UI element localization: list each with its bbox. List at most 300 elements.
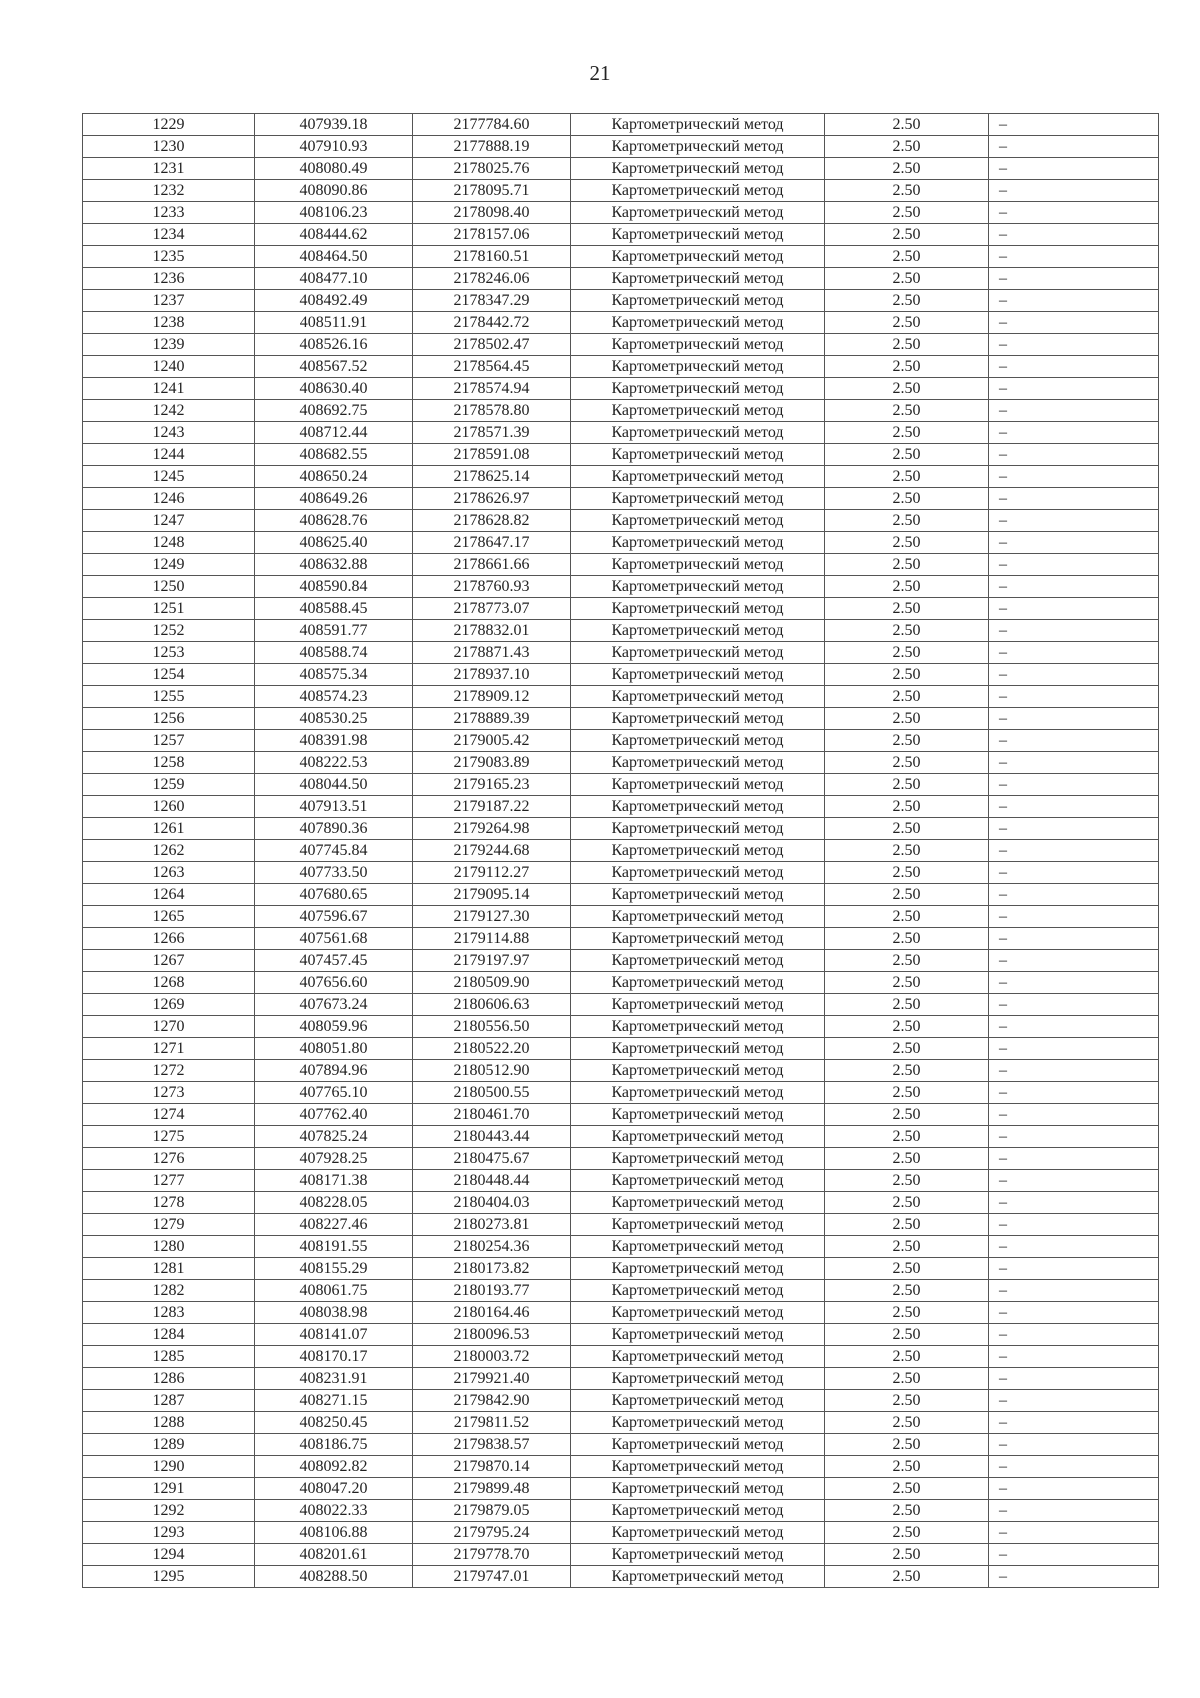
method-cell: Картометрический метод	[571, 1566, 825, 1588]
accuracy-cell: 2.50	[825, 1390, 989, 1412]
method-cell: Картометрический метод	[571, 1016, 825, 1038]
y-coordinate-cell: 2179747.01	[413, 1566, 571, 1588]
table-row	[83, 1302, 1159, 1324]
table-row	[83, 422, 1159, 444]
note-cell: –	[989, 840, 1159, 862]
x-coordinate-cell: 408271.15	[255, 1390, 413, 1412]
x-coordinate-cell: 408530.25	[255, 708, 413, 730]
point-number-cell: 1238	[83, 312, 255, 334]
note-cell: –	[989, 1500, 1159, 1522]
x-coordinate-cell: 408464.50	[255, 246, 413, 268]
method-cell: Картометрический метод	[571, 1456, 825, 1478]
x-coordinate-cell: 408649.26	[255, 488, 413, 510]
y-coordinate-cell: 2179095.14	[413, 884, 571, 906]
y-coordinate-cell: 2179112.27	[413, 862, 571, 884]
table-row	[83, 620, 1159, 642]
method-cell: Картометрический метод	[571, 1544, 825, 1566]
note-cell: –	[989, 532, 1159, 554]
table-row	[83, 598, 1159, 620]
table-row	[83, 708, 1159, 730]
table-row	[83, 1104, 1159, 1126]
y-coordinate-cell: 2179127.30	[413, 906, 571, 928]
table-row	[83, 466, 1159, 488]
method-cell: Картометрический метод	[571, 1126, 825, 1148]
method-cell: Картометрический метод	[571, 620, 825, 642]
x-coordinate-cell: 407673.24	[255, 994, 413, 1016]
y-coordinate-cell: 2179778.70	[413, 1544, 571, 1566]
accuracy-cell: 2.50	[825, 334, 989, 356]
note-cell: –	[989, 1478, 1159, 1500]
note-cell: –	[989, 180, 1159, 202]
table-row	[83, 906, 1159, 928]
y-coordinate-cell: 2178628.82	[413, 510, 571, 532]
point-number-cell: 1232	[83, 180, 255, 202]
note-cell: –	[989, 818, 1159, 840]
accuracy-cell: 2.50	[825, 1016, 989, 1038]
x-coordinate-cell: 407596.67	[255, 906, 413, 928]
x-coordinate-cell: 408059.96	[255, 1016, 413, 1038]
y-coordinate-cell: 2178160.51	[413, 246, 571, 268]
note-cell: –	[989, 862, 1159, 884]
method-cell: Картометрический метод	[571, 686, 825, 708]
table-row	[83, 862, 1159, 884]
point-number-cell: 1247	[83, 510, 255, 532]
method-cell: Картометрический метод	[571, 114, 825, 136]
x-coordinate-cell: 408590.84	[255, 576, 413, 598]
accuracy-cell: 2.50	[825, 224, 989, 246]
y-coordinate-cell: 2178098.40	[413, 202, 571, 224]
method-cell: Картометрический метод	[571, 1346, 825, 1368]
point-number-cell: 1284	[83, 1324, 255, 1346]
point-number-cell: 1245	[83, 466, 255, 488]
table-row	[83, 1346, 1159, 1368]
method-cell: Картометрический метод	[571, 1214, 825, 1236]
accuracy-cell: 2.50	[825, 620, 989, 642]
point-number-cell: 1286	[83, 1368, 255, 1390]
accuracy-cell: 2.50	[825, 1500, 989, 1522]
note-cell: –	[989, 686, 1159, 708]
point-number-cell: 1239	[83, 334, 255, 356]
method-cell: Картометрический метод	[571, 752, 825, 774]
accuracy-cell: 2.50	[825, 1324, 989, 1346]
method-cell: Картометрический метод	[571, 1038, 825, 1060]
note-cell: –	[989, 664, 1159, 686]
y-coordinate-cell: 2180443.44	[413, 1126, 571, 1148]
y-coordinate-cell: 2180448.44	[413, 1170, 571, 1192]
y-coordinate-cell: 2180404.03	[413, 1192, 571, 1214]
note-cell: –	[989, 1170, 1159, 1192]
y-coordinate-cell: 2178564.45	[413, 356, 571, 378]
accuracy-cell: 2.50	[825, 356, 989, 378]
method-cell: Картометрический метод	[571, 180, 825, 202]
method-cell: Картометрический метод	[571, 268, 825, 290]
note-cell: –	[989, 1236, 1159, 1258]
accuracy-cell: 2.50	[825, 510, 989, 532]
accuracy-cell: 2.50	[825, 444, 989, 466]
x-coordinate-cell: 408567.52	[255, 356, 413, 378]
accuracy-cell: 2.50	[825, 928, 989, 950]
table-row	[83, 1566, 1159, 1588]
y-coordinate-cell: 2177888.19	[413, 136, 571, 158]
y-coordinate-cell: 2179114.88	[413, 928, 571, 950]
y-coordinate-cell: 2178760.93	[413, 576, 571, 598]
point-number-cell: 1292	[83, 1500, 255, 1522]
point-number-cell: 1263	[83, 862, 255, 884]
table-row	[83, 1434, 1159, 1456]
y-coordinate-cell: 2180512.90	[413, 1060, 571, 1082]
method-cell: Картометрический метод	[571, 928, 825, 950]
table-row	[83, 1082, 1159, 1104]
point-number-cell: 1261	[83, 818, 255, 840]
note-cell: –	[989, 1390, 1159, 1412]
accuracy-cell: 2.50	[825, 1126, 989, 1148]
note-cell: –	[989, 774, 1159, 796]
point-number-cell: 1254	[83, 664, 255, 686]
x-coordinate-cell: 408092.82	[255, 1456, 413, 1478]
method-cell: Картометрический метод	[571, 642, 825, 664]
y-coordinate-cell: 2180475.67	[413, 1148, 571, 1170]
point-number-cell: 1267	[83, 950, 255, 972]
table-row	[83, 818, 1159, 840]
accuracy-cell: 2.50	[825, 818, 989, 840]
point-number-cell: 1257	[83, 730, 255, 752]
y-coordinate-cell: 2178095.71	[413, 180, 571, 202]
note-cell: –	[989, 1126, 1159, 1148]
method-cell: Картометрический метод	[571, 994, 825, 1016]
accuracy-cell: 2.50	[825, 422, 989, 444]
method-cell: Картометрический метод	[571, 1082, 825, 1104]
y-coordinate-cell: 2179870.14	[413, 1456, 571, 1478]
accuracy-cell: 2.50	[825, 466, 989, 488]
y-coordinate-cell: 2180522.20	[413, 1038, 571, 1060]
method-cell: Картометрический метод	[571, 510, 825, 532]
x-coordinate-cell: 407762.40	[255, 1104, 413, 1126]
table-row	[83, 1368, 1159, 1390]
point-number-cell: 1273	[83, 1082, 255, 1104]
table-row	[83, 488, 1159, 510]
note-cell: –	[989, 1522, 1159, 1544]
method-cell: Картометрический метод	[571, 906, 825, 928]
note-cell: –	[989, 334, 1159, 356]
x-coordinate-cell: 408106.88	[255, 1522, 413, 1544]
x-coordinate-cell: 408222.53	[255, 752, 413, 774]
accuracy-cell: 2.50	[825, 576, 989, 598]
note-cell: –	[989, 1258, 1159, 1280]
y-coordinate-cell: 2178832.01	[413, 620, 571, 642]
accuracy-cell: 2.50	[825, 532, 989, 554]
x-coordinate-cell: 408141.07	[255, 1324, 413, 1346]
x-coordinate-cell: 407765.10	[255, 1082, 413, 1104]
note-cell: –	[989, 620, 1159, 642]
table-row	[83, 1390, 1159, 1412]
note-cell: –	[989, 1324, 1159, 1346]
table-row	[83, 576, 1159, 598]
table-row	[83, 752, 1159, 774]
method-cell: Картометрический метод	[571, 840, 825, 862]
method-cell: Картометрический метод	[571, 1060, 825, 1082]
y-coordinate-cell: 2178591.08	[413, 444, 571, 466]
x-coordinate-cell: 408625.40	[255, 532, 413, 554]
y-coordinate-cell: 2179005.42	[413, 730, 571, 752]
method-cell: Картометрический метод	[571, 884, 825, 906]
table-row	[83, 730, 1159, 752]
method-cell: Картометрический метод	[571, 1500, 825, 1522]
note-cell: –	[989, 1566, 1159, 1588]
table-row	[83, 686, 1159, 708]
x-coordinate-cell: 407733.50	[255, 862, 413, 884]
note-cell: –	[989, 1104, 1159, 1126]
method-cell: Картометрический метод	[571, 1170, 825, 1192]
method-cell: Картометрический метод	[571, 290, 825, 312]
note-cell: –	[989, 598, 1159, 620]
point-number-cell: 1293	[83, 1522, 255, 1544]
point-number-cell: 1236	[83, 268, 255, 290]
table-row	[83, 1214, 1159, 1236]
accuracy-cell: 2.50	[825, 1104, 989, 1126]
point-number-cell: 1272	[83, 1060, 255, 1082]
table-row	[83, 1456, 1159, 1478]
x-coordinate-cell: 408650.24	[255, 466, 413, 488]
point-number-cell: 1248	[83, 532, 255, 554]
point-number-cell: 1269	[83, 994, 255, 1016]
y-coordinate-cell: 2180003.72	[413, 1346, 571, 1368]
y-coordinate-cell: 2180606.63	[413, 994, 571, 1016]
accuracy-cell: 2.50	[825, 906, 989, 928]
table-row	[83, 444, 1159, 466]
method-cell: Картометрический метод	[571, 1434, 825, 1456]
method-cell: Картометрический метод	[571, 466, 825, 488]
table-row	[83, 1060, 1159, 1082]
note-cell: –	[989, 1368, 1159, 1390]
method-cell: Картометрический метод	[571, 400, 825, 422]
method-cell: Картометрический метод	[571, 972, 825, 994]
table-row	[83, 1038, 1159, 1060]
method-cell: Картометрический метод	[571, 246, 825, 268]
table-row	[83, 246, 1159, 268]
table-row	[83, 114, 1159, 136]
point-number-cell: 1246	[83, 488, 255, 510]
point-number-cell: 1294	[83, 1544, 255, 1566]
x-coordinate-cell: 408630.40	[255, 378, 413, 400]
x-coordinate-cell: 407745.84	[255, 840, 413, 862]
method-cell: Картометрический метод	[571, 158, 825, 180]
y-coordinate-cell: 2178626.97	[413, 488, 571, 510]
method-cell: Картометрический метод	[571, 862, 825, 884]
point-number-cell: 1250	[83, 576, 255, 598]
point-number-cell: 1252	[83, 620, 255, 642]
accuracy-cell: 2.50	[825, 950, 989, 972]
accuracy-cell: 2.50	[825, 862, 989, 884]
method-cell: Картометрический метод	[571, 554, 825, 576]
table-row	[83, 1412, 1159, 1434]
point-number-cell: 1277	[83, 1170, 255, 1192]
accuracy-cell: 2.50	[825, 1082, 989, 1104]
x-coordinate-cell: 408574.23	[255, 686, 413, 708]
note-cell: –	[989, 994, 1159, 1016]
accuracy-cell: 2.50	[825, 1412, 989, 1434]
y-coordinate-cell: 2180193.77	[413, 1280, 571, 1302]
x-coordinate-cell: 408588.74	[255, 642, 413, 664]
accuracy-cell: 2.50	[825, 1566, 989, 1588]
method-cell: Картометрический метод	[571, 532, 825, 554]
page-number: 21	[589, 61, 611, 85]
table-row	[83, 950, 1159, 972]
table-row	[83, 334, 1159, 356]
x-coordinate-cell: 407561.68	[255, 928, 413, 950]
note-cell: –	[989, 312, 1159, 334]
x-coordinate-cell: 408682.55	[255, 444, 413, 466]
y-coordinate-cell: 2179879.05	[413, 1500, 571, 1522]
note-cell: –	[989, 1082, 1159, 1104]
method-cell: Картометрический метод	[571, 1236, 825, 1258]
accuracy-cell: 2.50	[825, 158, 989, 180]
x-coordinate-cell: 407939.18	[255, 114, 413, 136]
y-coordinate-cell: 2179083.89	[413, 752, 571, 774]
method-cell: Картометрический метод	[571, 1368, 825, 1390]
accuracy-cell: 2.50	[825, 752, 989, 774]
x-coordinate-cell: 408250.45	[255, 1412, 413, 1434]
x-coordinate-cell: 408477.10	[255, 268, 413, 290]
note-cell: –	[989, 796, 1159, 818]
point-number-cell: 1235	[83, 246, 255, 268]
table-row	[83, 1148, 1159, 1170]
note-cell: –	[989, 576, 1159, 598]
point-number-cell: 1295	[83, 1566, 255, 1588]
note-cell: –	[989, 224, 1159, 246]
point-number-cell: 1283	[83, 1302, 255, 1324]
table-row	[83, 356, 1159, 378]
accuracy-cell: 2.50	[825, 1544, 989, 1566]
point-number-cell: 1241	[83, 378, 255, 400]
point-number-cell: 1270	[83, 1016, 255, 1038]
accuracy-cell: 2.50	[825, 1060, 989, 1082]
x-coordinate-cell: 408080.49	[255, 158, 413, 180]
y-coordinate-cell: 2180273.81	[413, 1214, 571, 1236]
accuracy-cell: 2.50	[825, 202, 989, 224]
x-coordinate-cell: 408228.05	[255, 1192, 413, 1214]
y-coordinate-cell: 2178647.17	[413, 532, 571, 554]
table-row	[83, 312, 1159, 334]
note-cell: –	[989, 1346, 1159, 1368]
accuracy-cell: 2.50	[825, 488, 989, 510]
point-number-cell: 1276	[83, 1148, 255, 1170]
method-cell: Картометрический метод	[571, 730, 825, 752]
method-cell: Картометрический метод	[571, 136, 825, 158]
accuracy-cell: 2.50	[825, 180, 989, 202]
y-coordinate-cell: 2180500.55	[413, 1082, 571, 1104]
point-number-cell: 1281	[83, 1258, 255, 1280]
point-number-cell: 1279	[83, 1214, 255, 1236]
y-coordinate-cell: 2178578.80	[413, 400, 571, 422]
note-cell: –	[989, 1038, 1159, 1060]
accuracy-cell: 2.50	[825, 598, 989, 620]
y-coordinate-cell: 2179921.40	[413, 1368, 571, 1390]
method-cell: Картометрический метод	[571, 1192, 825, 1214]
accuracy-cell: 2.50	[825, 730, 989, 752]
method-cell: Картометрический метод	[571, 1148, 825, 1170]
y-coordinate-cell: 2180164.46	[413, 1302, 571, 1324]
point-number-cell: 1285	[83, 1346, 255, 1368]
y-coordinate-cell: 2178625.14	[413, 466, 571, 488]
method-cell: Картометрический метод	[571, 576, 825, 598]
point-number-cell: 1249	[83, 554, 255, 576]
x-coordinate-cell: 408692.75	[255, 400, 413, 422]
table-row	[83, 1280, 1159, 1302]
note-cell: –	[989, 1544, 1159, 1566]
y-coordinate-cell: 2180556.50	[413, 1016, 571, 1038]
method-cell: Картометрический метод	[571, 1478, 825, 1500]
accuracy-cell: 2.50	[825, 554, 989, 576]
table-row	[83, 1478, 1159, 1500]
x-coordinate-cell: 408288.50	[255, 1566, 413, 1588]
note-cell: –	[989, 1016, 1159, 1038]
y-coordinate-cell: 2180509.90	[413, 972, 571, 994]
note-cell: –	[989, 444, 1159, 466]
method-cell: Картометрический метод	[571, 1324, 825, 1346]
x-coordinate-cell: 407457.45	[255, 950, 413, 972]
y-coordinate-cell: 2179197.97	[413, 950, 571, 972]
point-number-cell: 1253	[83, 642, 255, 664]
note-cell: –	[989, 928, 1159, 950]
table-row	[83, 532, 1159, 554]
y-coordinate-cell: 2179165.23	[413, 774, 571, 796]
table-row	[83, 840, 1159, 862]
accuracy-cell: 2.50	[825, 774, 989, 796]
accuracy-cell: 2.50	[825, 268, 989, 290]
x-coordinate-cell: 408191.55	[255, 1236, 413, 1258]
x-coordinate-cell: 408591.77	[255, 620, 413, 642]
note-cell: –	[989, 290, 1159, 312]
table-row	[83, 400, 1159, 422]
point-number-cell: 1290	[83, 1456, 255, 1478]
accuracy-cell: 2.50	[825, 1434, 989, 1456]
note-cell: –	[989, 158, 1159, 180]
point-number-cell: 1288	[83, 1412, 255, 1434]
y-coordinate-cell: 2178889.39	[413, 708, 571, 730]
x-coordinate-cell: 407913.51	[255, 796, 413, 818]
point-number-cell: 1275	[83, 1126, 255, 1148]
note-cell: –	[989, 488, 1159, 510]
table-row	[83, 1192, 1159, 1214]
point-number-cell: 1233	[83, 202, 255, 224]
x-coordinate-cell: 408186.75	[255, 1434, 413, 1456]
accuracy-cell: 2.50	[825, 1456, 989, 1478]
method-cell: Картометрический метод	[571, 1280, 825, 1302]
note-cell: –	[989, 1214, 1159, 1236]
table-row	[83, 1258, 1159, 1280]
accuracy-cell: 2.50	[825, 884, 989, 906]
table-row	[83, 180, 1159, 202]
point-number-cell: 1237	[83, 290, 255, 312]
x-coordinate-cell: 408628.76	[255, 510, 413, 532]
table-row	[83, 224, 1159, 246]
accuracy-cell: 2.50	[825, 796, 989, 818]
note-cell: –	[989, 1192, 1159, 1214]
table-row	[83, 268, 1159, 290]
point-number-cell: 1271	[83, 1038, 255, 1060]
accuracy-cell: 2.50	[825, 1522, 989, 1544]
x-coordinate-cell: 408588.45	[255, 598, 413, 620]
y-coordinate-cell: 2178871.43	[413, 642, 571, 664]
method-cell: Картометрический метод	[571, 598, 825, 620]
accuracy-cell: 2.50	[825, 994, 989, 1016]
note-cell: –	[989, 400, 1159, 422]
note-cell: –	[989, 1434, 1159, 1456]
y-coordinate-cell: 2180461.70	[413, 1104, 571, 1126]
x-coordinate-cell: 408171.38	[255, 1170, 413, 1192]
method-cell: Картометрический метод	[571, 1412, 825, 1434]
method-cell: Картометрический метод	[571, 334, 825, 356]
